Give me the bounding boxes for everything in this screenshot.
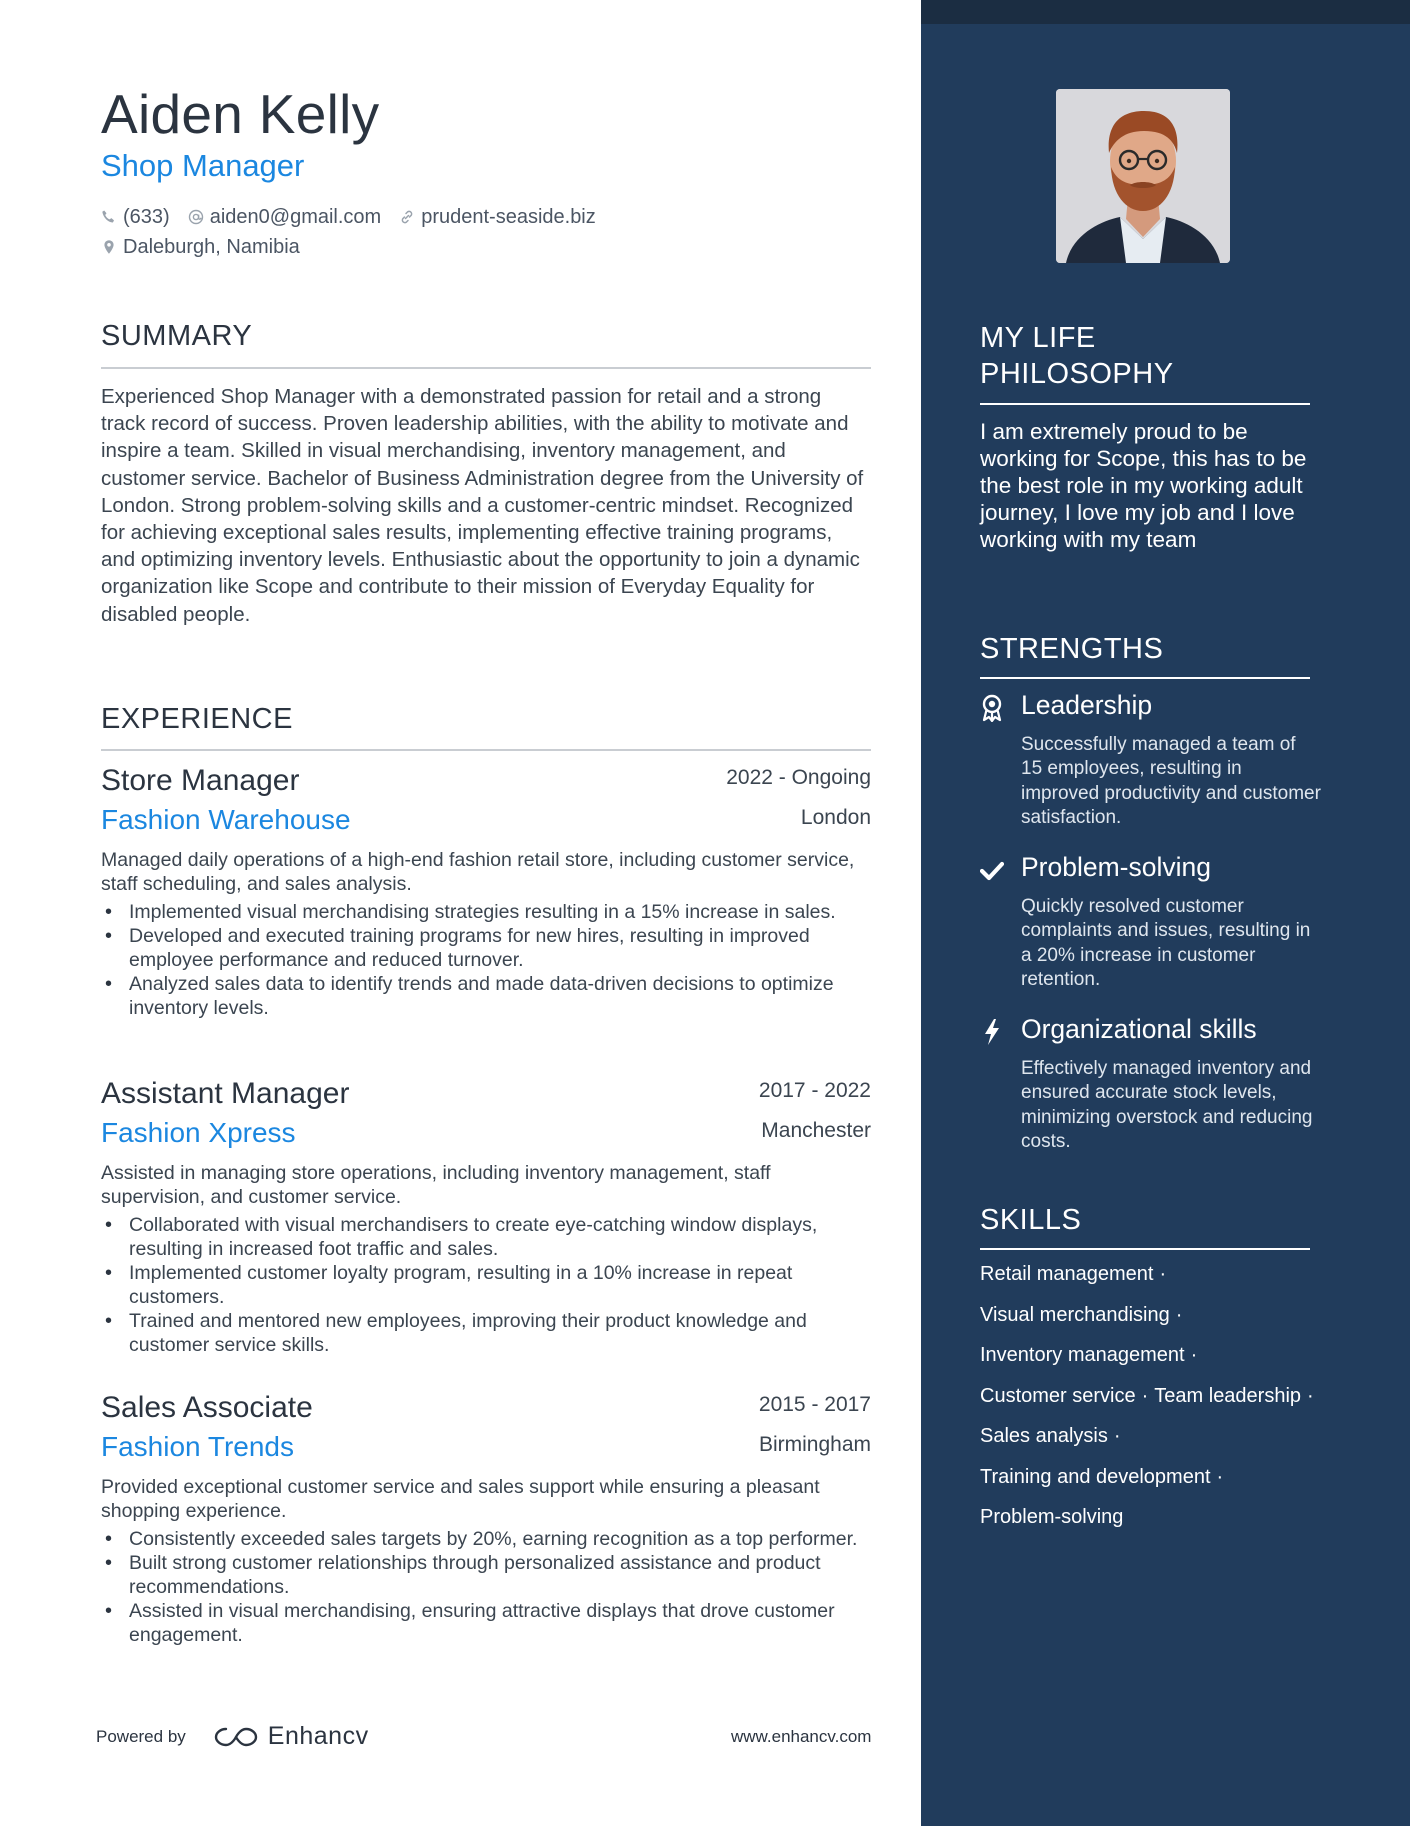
strength-name: Leadership	[1021, 690, 1153, 720]
job-company[interactable]: Fashion Warehouse	[101, 804, 351, 835]
skill-label: Retail management	[980, 1263, 1154, 1285]
enhancv-logo-text: Enhancv	[267, 1722, 369, 1750]
lightning-icon	[980, 1018, 1004, 1046]
strength-name: Problem-solving	[1021, 852, 1211, 882]
skill-tag	[980, 1506, 1123, 1529]
summary-text: Experienced Shop Manager with a demonstrated passion for retail and a strong track record of success. Proven leadership abilities, with the ability to motivate and inspire a team. Skilled in visual merchandising, inventory management, and customer service. Bachelor of Business Administration degree from the University of London. Strong problem-solving skills and a customer-centric mindset. Recognized for achieving exceptional sales results, implementing effective training programs, and optimizing inventory levels. Enthusiastic about the opportunity to join a dynamic organization like Scope and contribute to their mission of Everyday Equality for disabled people.	[101, 385, 864, 626]
job-bullet: • Implemented visual merchandising strategies resulting in a 15% increase in sales.	[101, 900, 871, 924]
location-contact	[101, 236, 300, 259]
experience-entry	[101, 764, 871, 1020]
job-bullets	[101, 1527, 871, 1647]
job-bullets	[101, 1213, 871, 1357]
skill-separator: ·	[1216, 1465, 1224, 1488]
skill-label: Team leadership	[1154, 1384, 1302, 1407]
profile-photo-illustration	[1056, 89, 1230, 263]
skill-label: Training and development	[980, 1465, 1211, 1488]
skill-separator: ·	[1190, 1344, 1198, 1366]
sidebar	[921, 0, 1410, 1826]
skill-separator: ·	[1113, 1425, 1121, 1447]
link-icon	[399, 209, 415, 225]
strength-description: Successfully managed a team of 15 employees, resulting in improved productivity and customer satisfaction.	[1021, 734, 1321, 828]
footer-url[interactable]: www.enhancv.com	[731, 1727, 872, 1746]
strength-description: Quickly resolved customer complaints and issues, resulting in a 20% increase in customer retention.	[1021, 896, 1311, 990]
job-bullet: • Consistently exceeded sales targets by 20%, earning recognition as a top performer.	[101, 1527, 871, 1551]
job-location: Manchester	[761, 1119, 871, 1142]
summary-heading: SUMMARY	[101, 320, 253, 352]
experience-entry	[101, 1391, 871, 1647]
philosophy-divider	[980, 403, 1310, 405]
enhancv-logo-icon	[212, 1724, 260, 1750]
footer-branding	[96, 1722, 369, 1751]
sidebar-top-bar	[921, 0, 1410, 24]
phone-text: (633)	[123, 205, 170, 228]
job-bullet: • Built strong customer relationships through personalized assistance and product recommendations.	[101, 1551, 871, 1599]
job-dates: 2015 - 2017	[758, 1393, 871, 1416]
skill-tag	[980, 1263, 1172, 1286]
job-bullets	[101, 900, 871, 1020]
skills-divider	[980, 1248, 1310, 1250]
skill-label: Visual merchandising	[980, 1303, 1170, 1326]
job-title: Assistant Manager	[101, 1077, 350, 1110]
skill-label: Inventory management	[980, 1344, 1185, 1366]
philosophy-text: I am extremely proud to be working for Scope, this has to be the best role in my working adult journey, I love my job and I love working with my team	[980, 419, 1307, 552]
phone-contact[interactable]	[101, 206, 170, 229]
skill-tag	[980, 1466, 1229, 1489]
enhancv-logo[interactable]	[212, 1722, 369, 1751]
powered-by-label: Powered by	[96, 1726, 186, 1746]
skills-heading: SKILLS	[980, 1204, 1082, 1236]
summary-divider	[101, 367, 871, 369]
experience-divider	[101, 749, 871, 751]
location-pin-icon	[101, 239, 117, 255]
job-dates: 2017 - 2022	[758, 1079, 871, 1102]
skill-separator: ·	[1141, 1384, 1149, 1407]
skill-tag	[980, 1425, 1127, 1448]
website-text: prudent-seaside.biz	[421, 205, 596, 228]
experience-heading: EXPERIENCE	[101, 703, 293, 735]
candidate-name: Aiden Kelly	[101, 83, 380, 145]
job-description: Managed daily operations of a high-end fashion retail store, including customer service, staff scheduling, and sales analysis.	[101, 849, 855, 895]
skill-tag	[980, 1344, 1203, 1367]
strengths-divider	[980, 677, 1310, 679]
philosophy-heading: MY LIFE PHILOSOPHY	[980, 322, 1174, 390]
job-bullet: • Implemented customer loyalty program, resulting in a 10% increase in repeat customers.	[101, 1261, 871, 1309]
job-bullet: • Trained and mentored new employees, improving their product knowledge and customer service skills.	[101, 1309, 871, 1357]
job-title: Sales Associate	[101, 1391, 313, 1424]
skill-separator: ·	[1159, 1263, 1167, 1285]
website-contact[interactable]	[399, 206, 596, 229]
candidate-role: Shop Manager	[101, 148, 305, 183]
strength-description: Effectively managed inventory and ensured accurate stock levels, minimizing overstock and reducing costs.	[1021, 1058, 1313, 1152]
job-company[interactable]: Fashion Xpress	[101, 1117, 296, 1148]
experience-entry	[101, 1077, 871, 1357]
job-dates: 2022 - Ongoing	[726, 766, 871, 789]
profile-photo	[1056, 89, 1230, 263]
contact-info	[101, 203, 881, 263]
check-icon	[980, 856, 1004, 884]
skill-tag	[1154, 1385, 1319, 1408]
strengths-heading: STRENGTHS	[980, 633, 1164, 665]
phone-icon	[101, 209, 117, 225]
job-bullet: • Assisted in visual merchandising, ensuring attractive displays that drove customer engagement.	[101, 1599, 871, 1647]
email-contact[interactable]	[188, 206, 382, 229]
job-description: Provided exceptional customer service and sales support while ensuring a pleasant shopping experience.	[101, 1476, 820, 1522]
skill-separator: ·	[1175, 1303, 1183, 1326]
email-text: aiden0@gmail.com	[209, 205, 382, 228]
job-bullet: • Developed and executed training programs for new hires, resulting in improved employee performance and reduced turnover.	[101, 924, 871, 972]
award-icon	[980, 694, 1004, 722]
skill-label: Customer service	[980, 1384, 1136, 1407]
job-title: Store Manager	[101, 764, 300, 797]
job-location: Birmingham	[758, 1433, 871, 1456]
skills-list	[980, 1263, 1340, 1547]
skill-tag	[980, 1304, 1188, 1327]
skill-separator: ·	[1307, 1384, 1314, 1407]
skill-tag	[980, 1385, 1154, 1408]
skill-label: Sales analysis	[980, 1425, 1108, 1447]
job-company[interactable]: Fashion Trends	[101, 1431, 294, 1462]
skill-label: Problem-solving	[980, 1506, 1124, 1528]
location-text: Daleburgh, Namibia	[123, 235, 300, 258]
job-location: London	[800, 806, 871, 829]
job-bullet: • Collaborated with visual merchandisers to create eye-catching window displays, resulting in increased foot traffic and sales.	[101, 1213, 871, 1261]
strength-name: Organizational skills	[1021, 1014, 1257, 1044]
at-icon	[188, 209, 204, 225]
job-bullet: • Analyzed sales data to identify trends and made data-driven decisions to optimize inventory levels.	[101, 972, 871, 1020]
job-description: Assisted in managing store operations, including inventory management, staff supervision, and customer service.	[101, 1162, 771, 1208]
